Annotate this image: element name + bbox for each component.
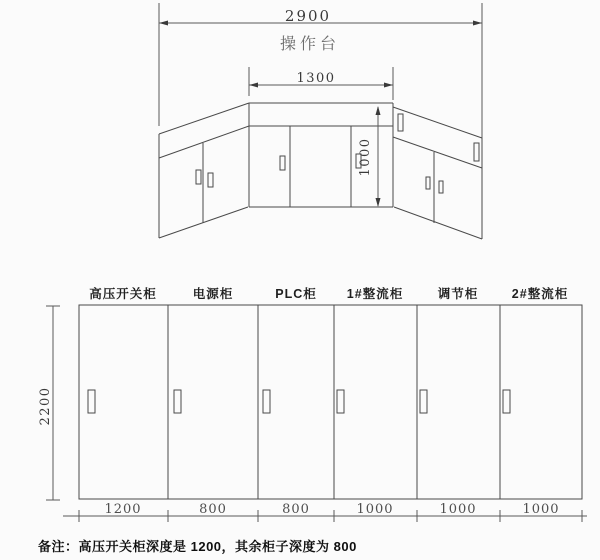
cabinet-handle — [503, 390, 510, 413]
cabinet-handle — [174, 390, 181, 413]
console-right-wing — [393, 107, 482, 239]
cabinet-handle — [420, 390, 427, 413]
cabinet-width: 1200 — [104, 502, 142, 517]
cabinet-label: 2#整流柜 — [511, 287, 569, 301]
elevation-dim-2200 — [38, 306, 60, 500]
depth-note: 备注：高压开关柜深度是 1200，其余柜子深度为 800 — [38, 539, 357, 554]
cabinet-handle — [88, 390, 95, 413]
door-handle — [474, 143, 479, 161]
cabinet-width: 1000 — [439, 502, 477, 517]
cabinet-handle — [337, 390, 344, 413]
dim-total-width: 2900 — [284, 7, 332, 25]
cabinet-label: 调节柜 — [437, 287, 479, 301]
cabinet-width: 1000 — [356, 502, 394, 517]
cabinet-width: 800 — [199, 502, 227, 517]
door-handle — [439, 181, 443, 193]
cabinet-label: 电源柜 — [192, 287, 234, 301]
door-handle — [208, 173, 213, 187]
cabinet-labels — [89, 286, 568, 301]
console-dim-1000 — [358, 106, 381, 207]
cabinet-row — [79, 305, 582, 499]
door-handle — [196, 170, 201, 184]
console-left-wing — [159, 103, 249, 238]
console-dim-1300 — [249, 67, 393, 100]
cabinet-width: 1000 — [522, 502, 560, 517]
console-title: 操作台 — [279, 36, 341, 53]
dim-cabinet-height: 2200 — [38, 386, 53, 426]
cabinet-handle — [263, 390, 270, 413]
elevation-dim-widths — [63, 502, 587, 522]
dim-height: 1000 — [358, 137, 373, 177]
door-handle — [280, 156, 285, 170]
dim-center-width: 1300 — [296, 71, 336, 86]
cabinet-label: PLC柜 — [275, 287, 317, 301]
cabinet-label: 高压开关柜 — [89, 287, 157, 301]
cabinet-width: 800 — [282, 502, 310, 517]
door-handle — [398, 114, 403, 131]
door-handle — [426, 177, 430, 189]
cabinet-label: 1#整流柜 — [346, 287, 404, 301]
